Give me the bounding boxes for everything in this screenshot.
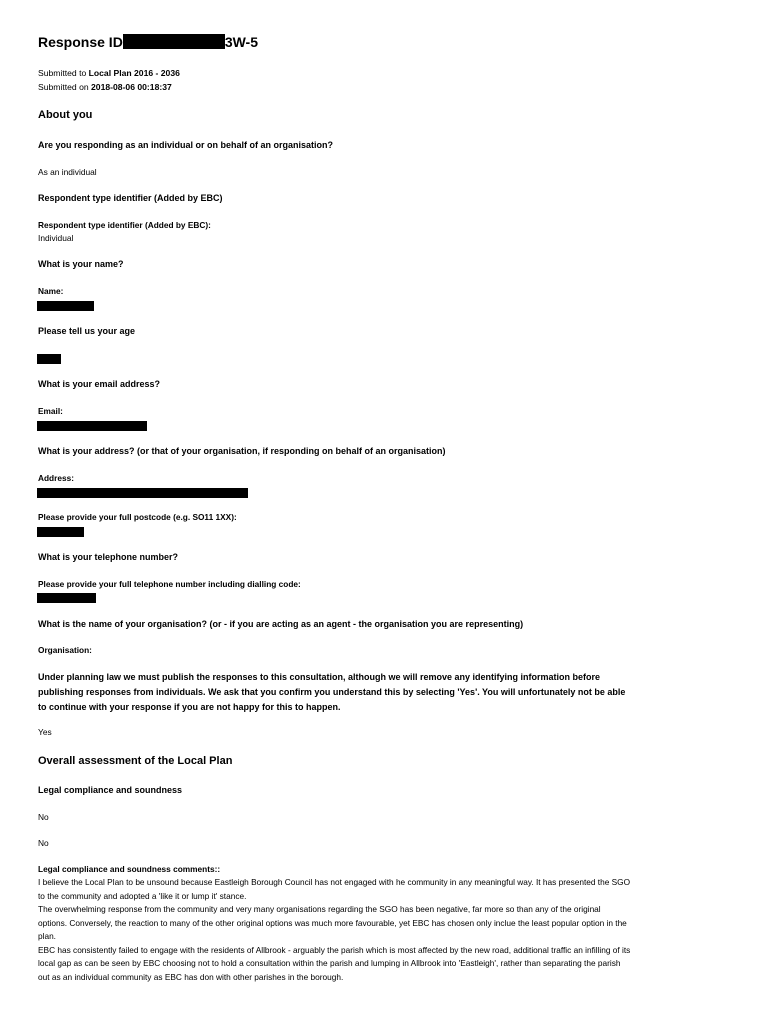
- redaction-address: [37, 488, 248, 498]
- legal-comments-text: [38, 876, 738, 984]
- question-email: What is your email address?: [38, 379, 161, 389]
- question-individual: Are you responding as an individual or on behalf of an organisation?: [38, 140, 334, 150]
- section-heading-about: About you: [38, 109, 93, 121]
- label-legal-comments: Legal compliance and soundness comments::: [38, 864, 221, 874]
- comment-line: local gap as can be seen by EBC choosing not to hold a consultation within the parish and lumping in Allbrook into 'Eastleigh', rather than separating the parish: [38, 958, 621, 968]
- label-name: Name:: [38, 286, 64, 296]
- response-id-prefix: Response ID: [38, 34, 123, 50]
- comment-line: out as an individual community as EBC has don with other parishes in the borough.: [38, 971, 344, 982]
- submitted-to-value: Local Plan 2016 - 2036: [88, 68, 180, 78]
- label-respondent-type: Respondent type identifier (Added by EBC):: [38, 220, 211, 230]
- answer-individual: As an individual: [38, 167, 97, 177]
- comment-line: EBC has consistently failed to engage with the residents of Allbrook - arguably the parish which is most affected by the new road, additional traffic an infilling of its: [38, 944, 631, 955]
- comment-line: options. Conversely, the reaction to many of the other original options was much more favourable, yet EBC has chosen only inclue the least popular option in the: [38, 917, 627, 928]
- question-organisation: What is the name of your organisation? (or - if you are acting as an agent - the organisation you are representing): [38, 619, 524, 629]
- submitted-to-label: Submitted to: [38, 68, 87, 78]
- response-id-title: [38, 34, 258, 50]
- redaction-age: [37, 354, 61, 364]
- question-age: Please tell us your age: [38, 326, 136, 336]
- submitted-on-value: 2018-08-06 00:18:37: [91, 82, 172, 92]
- redaction-postcode: [37, 527, 84, 537]
- comment-line: plan.: [38, 931, 56, 941]
- answer-respondent-type: Individual: [38, 233, 74, 243]
- comment-line: The overwhelming response from the community and very many organisations regarding the SGO has been negative, far more so than any of the original: [38, 904, 601, 914]
- consent-line: publishing responses from individuals. We ask that you confirm you understand this by selecting 'Yes'. You will unfortunately not be able: [38, 687, 626, 697]
- comment-line: to the community and adopted a 'like it or lump it' stance.: [38, 890, 247, 901]
- answer-legal-1: No: [38, 812, 49, 822]
- consent-line: to continue with your response if you are not happy for this to happen.: [38, 702, 341, 712]
- submitted-to: [38, 68, 180, 78]
- question-name: What is your name?: [38, 259, 124, 269]
- redaction-block: [123, 34, 225, 49]
- question-address: What is your address? (or that of your organisation, if responding on behalf of an organisation): [38, 446, 446, 456]
- redaction-email: [37, 421, 147, 431]
- label-email: Email:: [38, 406, 63, 416]
- submitted-on-label: Submitted on: [38, 82, 89, 92]
- consent-line: Under planning law we must publish the responses to this consultation, although we will remove any identifying information before: [38, 672, 601, 682]
- question-respondent-type: Respondent type identifier (Added by EBC): [38, 193, 223, 203]
- question-phone: What is your telephone number?: [38, 552, 179, 562]
- label-organisation: Organisation:: [38, 645, 92, 655]
- consent-question: [38, 670, 738, 715]
- label-postcode: Please provide your full postcode (e.g. SO11 1XX):: [38, 512, 237, 522]
- redaction-name: [37, 301, 94, 311]
- label-phone: Please provide your full telephone number including dialling code:: [38, 579, 301, 589]
- response-id-suffix: 3W-5: [224, 34, 258, 50]
- answer-legal-2: No: [38, 838, 49, 848]
- question-legal-compliance: Legal compliance and soundness: [38, 785, 183, 795]
- label-address: Address:: [38, 473, 74, 483]
- redaction-phone: [37, 593, 96, 603]
- section-heading-overall: Overall assessment of the Local Plan: [38, 755, 233, 767]
- comment-line: I believe the Local Plan to be unsound because Eastleigh Borough Council has not engaged with he community in any meaningful way. It has presented the SGO: [38, 877, 631, 887]
- submitted-on: [38, 82, 172, 92]
- answer-consent: Yes: [38, 727, 52, 737]
